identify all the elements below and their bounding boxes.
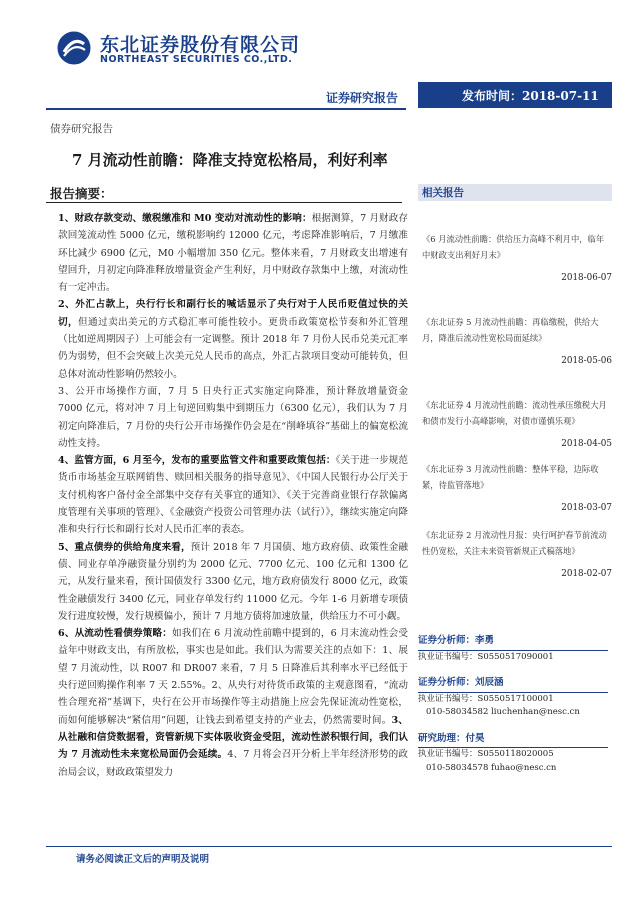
paragraph-lead: 1、财政存款变动、缴税缴准和 M0 变动对流动性的影响： <box>58 213 312 224</box>
related-report-date: 2018-02-07 <box>561 569 612 579</box>
related-reports-header <box>418 184 612 201</box>
related-report-date: 2018-05-06 <box>561 356 612 366</box>
analyst-role-label: 证券分析师： <box>418 635 476 646</box>
paragraph-text: 《关于进一步规范货币市场基金互联网销售、赎回相关服务的指导意见》、《中国人民银行办公厅关于支付机构客户备付金全部集中交存有关事宜的通知》、《关于完善商业银行存款偏离度管理有关事项的管理》、《金融资产投资公司管理办法（试行）》，继续实施定向降准和央行行长和副行长对人民币汇率的表态。 <box>58 455 408 536</box>
company-name-en: NORTHEAST SECURITIES CO.,LTD. <box>100 54 293 65</box>
related-report-date: 2018-04-05 <box>561 439 612 449</box>
document-category: 债券研究报告 <box>50 123 113 135</box>
paragraph-lead: 6、从流动性看债券策略： <box>58 628 172 640</box>
paragraph-text: 预计 2018 年 7 月国债、地方政府债、政策性金融债、同业存单净融资量分别约为 2000 亿元、7700 亿元、100 亿元和 1300 亿元，从发行量来看，预计国债发行 3300 亿元，地方政府债发行 8000 亿元，政策性金融债发行 3400 亿元，同业存单发行约 11000 亿元。今年 1-6 月新增专项债发行进度较慢，发行规模偏小，预计 7 月地方债将加速放量，供给压力不可小觑。 <box>58 541 408 622</box>
analyst-role-label: 研究助理： <box>418 732 466 744</box>
logo-emblem-icon <box>56 30 92 66</box>
analyst-role <box>418 634 608 651</box>
footer-disclaimer[interactable]: 请务必阅读正文后的声明及说明 <box>76 854 210 865</box>
analyst-entry <box>418 676 612 720</box>
header-bar-left <box>46 86 406 110</box>
analyst-role <box>418 732 608 749</box>
related-report-date: 2018-03-07 <box>561 503 612 513</box>
paragraph-lead: 5、重点债券的供给角度来看， <box>58 541 191 553</box>
analyst-license: 执业证书编号：S0550118020005 <box>418 749 554 759</box>
related-report-title[interactable]: 《6 月流动性前瞻：供给压力高峰不利月中，临年中财政支出利好月末》 <box>422 234 605 260</box>
paragraph-text: 但通过卖出美元的方式稳汇率可能性较小。更贵币政策宽松节奏和外汇管理（比如逆周期因子）上可能会有一定调整。预计 2018 年 7 月份人民币兑美元汇率仍为弱势，但不会突破上次美元兑人民币的高点，外汇占款项目变动可能转负，但总体对流动性影响仍然较小。 <box>58 316 409 380</box>
paragraph-text: 4、7 月将会召开分析上半年经济形势的政治局会议，财政政策望发力 <box>58 749 408 778</box>
related-report-title[interactable]: 《东北证券 2 月流动性月报：央行呵护春节前流动性仍宽松，关注未来资管新规正式稿落地》 <box>422 530 607 556</box>
related-reports-title: 相关报告 <box>422 187 464 199</box>
paragraph-lead: 4、监管方面，6 月至今，发布的重要监管文件和重要政策包括： <box>58 455 336 467</box>
summary-paragraph <box>58 539 408 625</box>
analyst-role-label: 证券分析师： <box>418 677 476 688</box>
related-report-title[interactable]: 《东北证券 3 月流动性前瞻：整体平稳，边际收紧，待监管落地》 <box>422 464 599 490</box>
footer-divider <box>46 846 612 847</box>
paragraph-lead: 2、外汇占款上，央行行长和副行长的喊话显示了央行对于人民币贬值过快的关切， <box>58 299 408 328</box>
analyst-entry <box>418 732 612 776</box>
analyst-contact[interactable]: 010-58034578 fuhao@nesc.cn <box>426 762 557 773</box>
summary-paragraph <box>58 296 408 382</box>
related-report-item[interactable] <box>422 528 612 583</box>
paragraph-lead: 3、从社融和信贷数据看，资管新规下实体吸收资金受阻，流动性淤积银行间，我们认为 7 月流动性未来宽松局面仍会延续。 <box>58 714 408 761</box>
publish-time: 发布时间：2018-07-11 <box>462 89 599 103</box>
related-report-date: 2018-06-07 <box>561 273 612 283</box>
related-report-title[interactable]: 《东北证券 5 月流动性前瞻：再临缴税，供给大月，降准后流动性宽松局面延续》 <box>422 317 599 343</box>
summary-divider <box>46 202 402 203</box>
paragraph-text: 如我们在 6 月流动性前瞻中提到的，6 月末流动性会受益年中财政支出，有所放松，事实也是如此。我们认为需要关注的点如下：1、展望 7 月流动性，以 R007 和 DR007 来看，7 月 5 日降准后其利率水平已经低于央行逆回购操作利率 7 天 2.55%。2、从央行对待货币政策的主观意图看，“流动性合理充裕”基调下，央行在公开市场操作等主动措施上应会先保证流动性宽松，而如何能够解决“紧信用”问题，让钱去到希望支持的产业去，仍然需要时间。 <box>58 628 408 726</box>
analyst-name: 李勇 <box>475 635 495 646</box>
analyst-list <box>418 634 612 787</box>
summary-body <box>58 210 408 781</box>
related-report-item[interactable] <box>422 462 612 517</box>
summary-paragraph <box>58 452 408 538</box>
report-title: 7 月流动性前瞻：降准支持宽松格局，利好利率 <box>72 151 388 169</box>
paragraph-text: 3、公开市场操作方面，7 月 5 日央行正式实施定向降准，预计释放增量资金 7000 亿元，将对冲 7 月上旬逆回购集中到期压力（6300 亿元），我们认为 7 月初定向降准后，7 月份的央行公开市场操作仍会是在“削峰填谷”基础上的偏宽松流动性支持。 <box>58 385 408 449</box>
analyst-role <box>418 676 608 693</box>
related-report-title[interactable]: 《东北证券 4 月流动性前瞻：流动性承压缴税大月和债市发行小高峰影响，对债市谨慎乐观》 <box>422 400 607 426</box>
paragraph-text: 根据测算，7 月财政存款回笼流动性 5000 亿元，缴税影响约 12000 亿元，考虑降准影响后，7 月缴准环比减少 6900 亿元，M0 小幅增加 350 亿元。整体来看，7 月财政支出增速有望回升，月初定向降准释放增量资金产生利好，月中财政存款集中上缴，对流动性有一定冲击。 <box>58 213 409 294</box>
company-logo <box>56 30 301 70</box>
analyst-contact[interactable]: 010-58034582 liuchenhan@nesc.cn <box>426 707 580 717</box>
related-report-item[interactable] <box>422 398 612 453</box>
analyst-entry <box>418 634 612 664</box>
report-type-label: 证券研究报告 <box>325 91 398 105</box>
analyst-license: 执业证书编号：S0550517100001 <box>418 693 554 704</box>
analyst-name: 刘辰涵 <box>475 677 504 688</box>
summary-paragraph <box>58 210 408 296</box>
related-report-item[interactable] <box>422 315 612 370</box>
summary-paragraph <box>58 383 408 452</box>
summary-heading: 报告摘要： <box>50 186 113 201</box>
company-name-cn: 东北证券股份有限公司 <box>100 34 301 56</box>
related-report-item[interactable] <box>422 232 612 287</box>
summary-paragraph <box>58 625 408 781</box>
analyst-license: 执业证书编号：S0550517090001 <box>418 651 554 662</box>
header-bar-right <box>418 82 612 108</box>
analyst-name: 付昊 <box>465 732 485 744</box>
